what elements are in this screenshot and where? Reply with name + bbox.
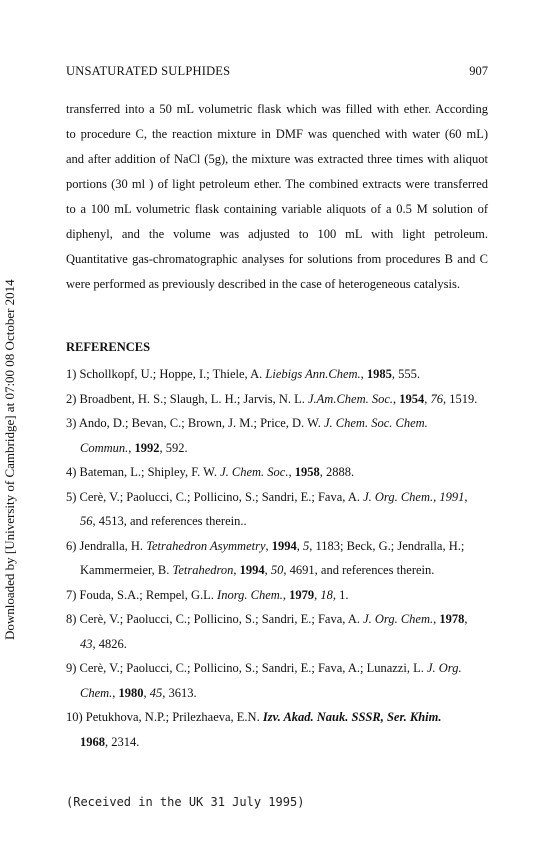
- body-line: diphenyl, and the volume was adjusted to 100 mL with light petroleum.: [66, 227, 488, 241]
- body-line: and after addition of NaCl (5g), the mixture was extracted three times with aliquot: [66, 152, 488, 166]
- ref-journal: Tetrahedron: [172, 563, 234, 577]
- reference-item: [66, 583, 496, 608]
- ref-sep: ,: [128, 440, 135, 455]
- ref-year: 1954: [399, 391, 425, 406]
- reference-item: [66, 387, 496, 412]
- ref-sep: ,: [464, 489, 468, 504]
- ref-authors: 2) Broadbent, H. S.; Slaugh, L. H.; Jarvis, N. L.: [66, 391, 308, 406]
- ref-sep: ,: [265, 538, 272, 553]
- reference-continuation: [66, 509, 496, 534]
- reference-continuation: [66, 436, 496, 461]
- ref-sep: ,: [282, 587, 290, 602]
- body-line: were performed as previously described in the case of heterogeneous catalysis.: [66, 277, 460, 291]
- ref-sep: ,: [464, 612, 468, 626]
- running-header: [66, 64, 488, 80]
- ref-year: 1979: [289, 587, 315, 602]
- ref-sep: ,: [112, 685, 119, 700]
- ref-year: 1958: [294, 465, 320, 479]
- ref-journal: Inorg. Chem.: [217, 587, 283, 602]
- ref-authors: 7) Fouda, S.A.; Rempel, G.L.: [66, 587, 218, 602]
- ref-year: 1994: [239, 563, 265, 577]
- ref-pages: , 592.: [159, 440, 188, 455]
- ref-pages: , 1519.: [443, 391, 478, 406]
- ref-year: 1994: [271, 538, 297, 553]
- ref-sep: ,: [296, 538, 304, 553]
- ref-journal: J. Org. Chem.: [363, 489, 434, 504]
- ref-journal: J. Org. Chem.: [363, 612, 434, 626]
- ref-sep: ,: [393, 391, 400, 406]
- ref-volume: 76: [430, 391, 444, 406]
- ref-sep: ,: [433, 489, 440, 504]
- ref-sep: ,: [288, 465, 295, 479]
- reference-continuation: [66, 632, 496, 657]
- ref-journal: Tetrahedron Asymmetry: [146, 538, 266, 553]
- reference-item: [66, 485, 496, 510]
- received-note: (Received in the UK 31 July 1995): [66, 795, 305, 809]
- ref-pages: , 1.: [332, 587, 349, 602]
- ref-journal: J. Chem. Soc.: [220, 465, 289, 479]
- ref-sep: ,: [233, 563, 240, 577]
- ref-authors: 5) Cerè, V.; Paolucci, C.; Pollicino, S.; Sandri, E.; Fava, A.: [66, 489, 364, 504]
- ref-year: 1992: [134, 440, 160, 455]
- running-title: UNSATURATED SULPHIDES: [66, 64, 231, 78]
- reference-item: [66, 411, 496, 436]
- ref-journal: Izv. Akad. Nauk. SSSR, Ser. Khim.: [262, 710, 442, 724]
- ref-journal: J.Am.Chem. Soc.: [308, 391, 394, 406]
- ref-sep: ,: [424, 391, 431, 406]
- ref-year: 1985: [366, 367, 392, 381]
- reference-item: [66, 362, 496, 387]
- ref-journal: Commun.: [80, 440, 129, 455]
- ref-pages: , 4513, and references therein..: [92, 514, 247, 528]
- ref-sep: ,: [264, 563, 271, 577]
- ref-pages: , 2888.: [319, 465, 355, 479]
- ref-sep: ,: [143, 685, 150, 700]
- ref-authors: Kammermeier, B.: [80, 563, 173, 577]
- ref-sep: ,: [314, 587, 321, 602]
- ref-sep: ,: [360, 367, 367, 381]
- ref-sep: ,: [433, 612, 440, 626]
- reference-continuation: [66, 558, 496, 583]
- ref-pages: , 1183; Beck, G.; Jendralla, H.;: [309, 538, 465, 553]
- ref-pages: , 4691, and references therein.: [283, 563, 435, 577]
- ref-authors: 1) Schollkopf, U.; Hoppe, I.; Thiele, A.: [66, 367, 266, 381]
- ref-volume: 50: [270, 563, 284, 577]
- reference-item: [66, 460, 496, 485]
- ref-pages: , 2314.: [105, 734, 140, 749]
- ref-year: 1968: [80, 734, 105, 749]
- reference-item: [66, 705, 496, 730]
- ref-volume: 18: [320, 587, 333, 602]
- ref-authors: 6) Jendralla, H.: [66, 538, 147, 553]
- ref-authors: 10) Petukhova, N.P.; Prilezhaeva, E.N.: [66, 710, 263, 724]
- body-line: Quantitative gas-chromatographic analyses for solutions from procedures B and C: [66, 252, 488, 266]
- reference-item: [66, 534, 496, 559]
- body-line: transferred into a 50 mL volumetric flask which was filled with ether. According: [66, 102, 488, 116]
- download-watermark: Downloaded by [University of Cambridge] at 07:00 08 October 2014: [2, 279, 17, 640]
- ref-volume: 56: [80, 514, 93, 528]
- ref-journal: J. Chem. Soc. Chem.: [323, 416, 428, 430]
- page-number: 907: [469, 64, 488, 78]
- ref-pages: , 4826.: [92, 636, 127, 651]
- reference-item: [66, 656, 496, 681]
- ref-year: 1980: [118, 685, 144, 700]
- reference-continuation: [66, 681, 496, 706]
- ref-volume: 43: [80, 636, 93, 651]
- ref-year: 1991: [439, 489, 465, 504]
- body-line: to procedure C, the reaction mixture in DMF was quenched with water (60 mL): [66, 127, 488, 141]
- ref-journal: J. Org.: [426, 661, 462, 675]
- body-line: to a 100 mL volumetric flask containing variable aliquots of a 0.5 M solution of: [66, 202, 488, 216]
- body-paragraph: [66, 97, 488, 297]
- reference-continuation: [66, 730, 496, 755]
- body-line: portions (30 ml ) of light petroleum ether. The combined extracts were transferred: [66, 177, 488, 191]
- ref-volume: 5: [303, 538, 310, 553]
- ref-pages: , 3613.: [162, 685, 197, 700]
- references-list: [66, 362, 496, 754]
- references-heading: REFERENCES: [66, 340, 151, 354]
- ref-journal: Chem.: [80, 685, 113, 700]
- ref-pages: , 555.: [391, 367, 421, 381]
- reference-item: [66, 607, 496, 632]
- ref-authors: 4) Bateman, L.; Shipley, F. W.: [66, 465, 221, 479]
- ref-journal: Liebigs Ann.Chem.: [265, 367, 361, 381]
- ref-authors: 8) Cerè, V.; Paolucci, C.; Pollicino, S.; Sandri, E.; Fava, A.: [66, 612, 364, 626]
- ref-authors: 9) Cerè, V.; Paolucci, C.; Pollicino, S.; Sandri, E.; Fava, A.; Lunazzi, L.: [66, 661, 427, 675]
- ref-volume: 45: [149, 685, 163, 700]
- ref-authors: 3) Ando, D.; Bevan, C.; Brown, J. M.; Price, D. W.: [66, 416, 324, 430]
- ref-year: 1978: [439, 612, 465, 626]
